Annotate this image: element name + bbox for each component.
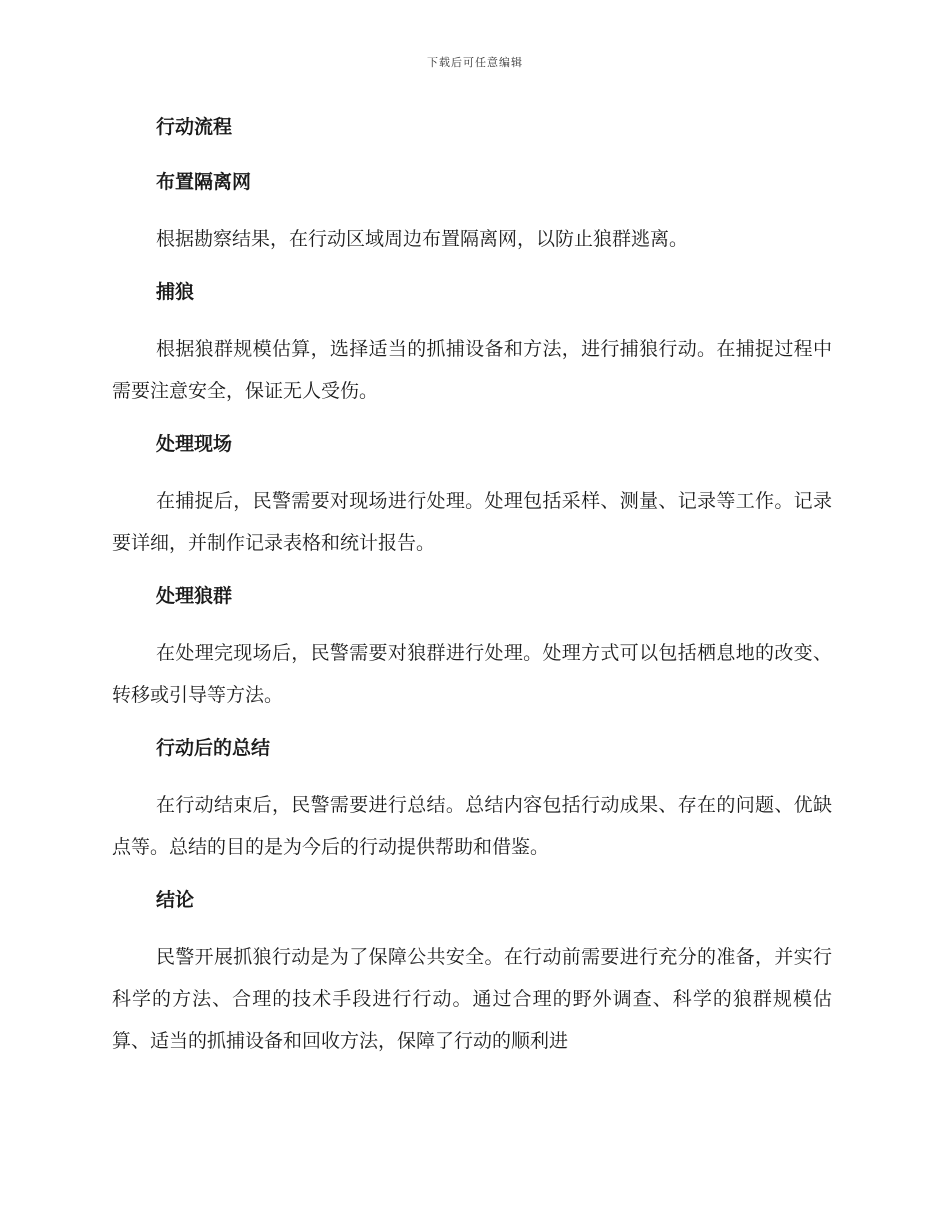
section-heading-conclusion: 结论: [156, 889, 195, 911]
section-heading-capture: 捕狼: [156, 281, 195, 303]
section-heading-net: 布置隔离网: [156, 171, 252, 193]
section-heading-pack: 处理狼群: [156, 585, 233, 607]
section-heading-summary: 行动后的总结: [156, 737, 271, 759]
document-body: [112, 108, 832, 1062]
paragraph-summary: 在行动结束后，民警需要进行总结。总结内容包括行动成果、存在的问题、优缺点等。总结的目的是为今后的行动提供帮助和借鉴。: [112, 794, 832, 858]
paragraph-scene: 在捕捉后，民警需要对现场进行处理。处理包括采样、测量、记录等工作。记录要详细，并制作记录表格和统计报告。: [112, 490, 832, 554]
page-header-note: 下载后可任意编辑: [427, 56, 523, 69]
section-heading-scene: 处理现场: [156, 433, 233, 455]
paragraph-net: 根据勘察结果，在行动区域周边布置隔离网，以防止狼群逃离。: [156, 228, 689, 250]
paragraph-capture: 根据狼群规模估算，选择适当的抓捕设备和方法，进行捕狼行动。在捕捉过程中需要注意安全，保证无人受伤。: [112, 338, 832, 402]
paragraph-conclusion: 民警开展抓狼行动是为了保障公共安全。在行动前需要进行充分的准备，并实行科学的方法、合理的技术手段进行行动。通过合理的野外调查、科学的狼群规模估算、适当的抓捕设备和回收方法，保障了行动的顺利进: [112, 946, 832, 1052]
paragraph-pack: 在处理完现场后，民警需要对狼群进行处理。处理方式可以包括栖息地的改变、转移或引导等方法。: [112, 642, 832, 706]
section-heading-flow: 行动流程: [156, 116, 233, 138]
